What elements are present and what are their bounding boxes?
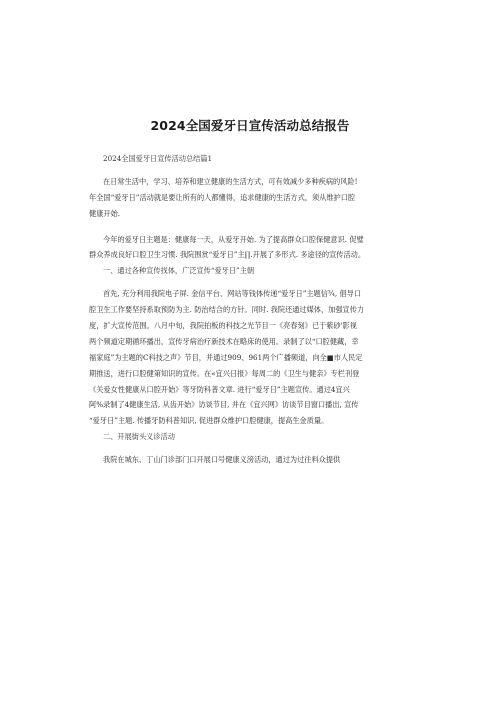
text-line: 福家庭”为主题的C科技之声》节目，并通过909、961两个广播频道，向全■市人民定: [89, 352, 363, 362]
document-body: [89, 151, 413, 468]
text-line: 在日常生活中，学习、培养和建立健康的生活方式，可有效减少多种疾病的风险!: [103, 176, 358, 186]
paragraph-2: [89, 232, 413, 264]
text-line: 期推送，进行口腔健第知识的宣传。在«宜兴日报》每周二的《卫生与健亲》专栏刊登: [89, 368, 360, 378]
text-line: 度，扩大宣传范围。八月中旬，我院拍板的科技之光节目一《亮春刻》已于紫砂'影视: [89, 321, 357, 331]
text-line: 健康开始.: [89, 208, 121, 218]
text-line: 《关爱女性健康从口腔开始》等牙防科普文章. 进行“爱牙日”主题宣传。通过4宜兴: [89, 384, 350, 394]
text-line: 今年的爱牙日主题是：健康每一天，从爱牙开始. 为了提高群众口腔保健意识. 促璧: [103, 234, 364, 244]
paragraph-4: [89, 452, 413, 468]
document-title: 2024全国爱牙日宣传活动总结报告: [150, 118, 350, 133]
heading-2: 二、开展街头义诊活动: [103, 432, 175, 442]
section-title: 2024全国爱牙日宣传活动总结篇1: [103, 154, 213, 163]
heading-1: 一、通过各种宣传找体，广泛宣传“爱牙日”主朝: [103, 266, 255, 276]
text-line: 首先, 充分利用我院电子屏. 金信平台、网站等钱体传递“爱牙日”主题信¾, 倡导口: [103, 289, 362, 299]
text-line: 两个频道定期循环播出，宣传牙病治疗新技术在略床的使用。录制了以“口腔健藏，幸: [89, 336, 359, 346]
text-line: 群众养成良好口腔卫生习惯. 我院围赏“爱牙日”主∏.开展了多形式. 多途径的宣传活动。: [89, 250, 366, 260]
text-line: 腔卫生工作要坚持系取预防为主. 防治结合的方针。同时. 我院还通过媒体，加强宣传力: [89, 305, 365, 315]
text-line: 年全国“爱牙日”活动就是要让所有的人都懂得，追求健康的生活方式，须从维护口腔: [89, 192, 356, 202]
text-line: “爱牙日”主题. 传播牙防科普知识, 促进群众维护口腔健康，提高生金质量。: [89, 416, 329, 426]
text-line: 阿%录制了4健康生活, 从齿开始》访谈节目, 并在《宜兴网》访谈节目窗口播出, 宣传: [89, 400, 359, 410]
text-line: 我院在城东、丁山门诊部门口开展口号健康义滂活动，通过为过往料众提供: [103, 455, 341, 465]
paragraph-3: [89, 286, 413, 429]
paragraph-1: [89, 174, 413, 222]
